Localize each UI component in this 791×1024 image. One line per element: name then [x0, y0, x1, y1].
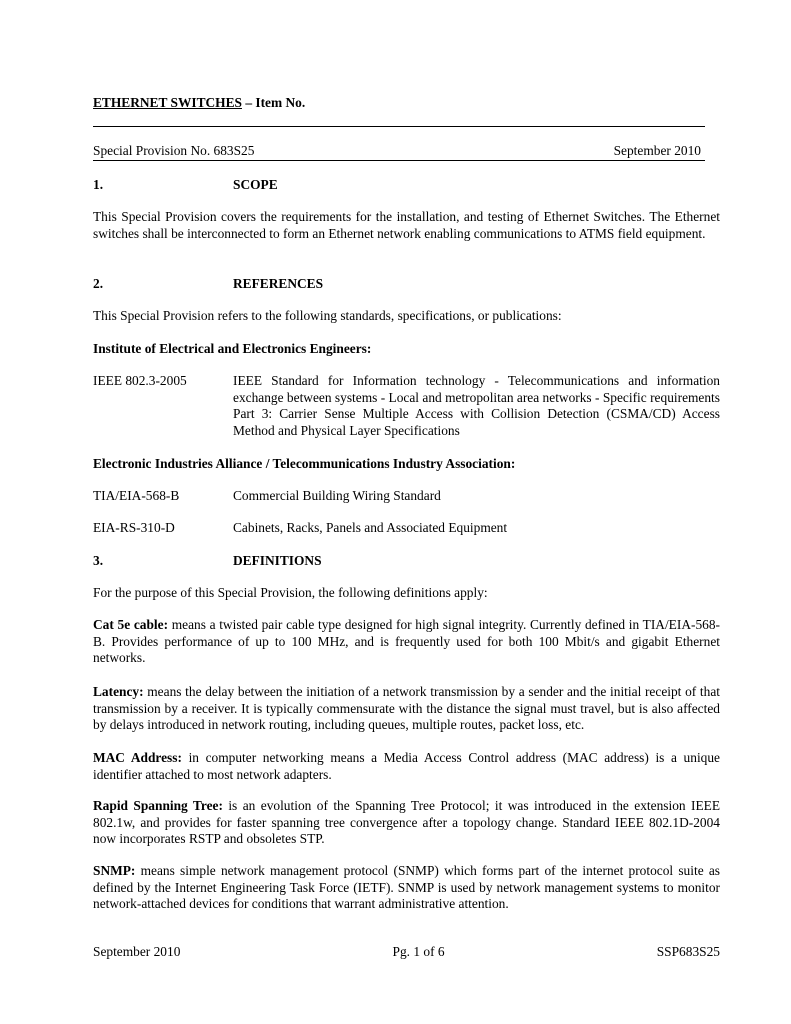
section-title: REFERENCES	[233, 276, 324, 291]
definition-term: Rapid Spanning Tree:	[93, 798, 223, 813]
reference-description: Cabinets, Racks, Panels and Associated Equipment	[233, 520, 508, 535]
footer-page-number: Pg. 1 of 6	[392, 944, 445, 959]
definition-paragraph	[93, 684, 720, 734]
title-underlined: ETHERNET SWITCHES	[93, 95, 242, 110]
section-number: 3.	[93, 553, 104, 568]
definition-paragraph	[93, 617, 720, 667]
eia-org-heading: Electronic Industries Alliance / Telecommunications Industry Association:	[93, 456, 516, 471]
section-number: 1.	[93, 177, 104, 192]
provision-line	[93, 143, 701, 160]
definition-term: Cat 5e cable:	[93, 617, 169, 632]
definitions-intro: For the purpose of this Special Provision, the following definitions apply:	[93, 585, 488, 600]
section-heading-scope	[93, 177, 278, 194]
reference-row	[93, 488, 720, 505]
definition-text: means the delay between the initiation of a network transmission by a sender and the initial receipt of that transmission by a receiver. It is typically commensurate with the distance the signal must travel, but is also affected by delays introduced in network routing, including queues, multiple routes, packet loss, etc.	[93, 684, 720, 732]
definition-paragraph	[93, 750, 720, 783]
definition-text: means a twisted pair cable type designed for high signal integrity. Currently defined in TIA/EIA-568-B. Provides performance of up to 100 MHz, and is frequently used for both 100 Mbit/s and gigabit Ethernet networks.	[93, 617, 720, 665]
reference-description: IEEE Standard for Information technology - Telecommunications and information exchange between systems - Local and metropolitan area networks - Specific requirements Part 3: Carrier Sense Multiple Access with Collision Detection (CSMA/CD) Access Method and Physical Layer Specifications	[233, 373, 720, 438]
reference-code: TIA/EIA-568-B	[93, 488, 180, 503]
section-heading-references	[93, 276, 323, 293]
scope-paragraph: This Special Provision covers the requirements for the installation, and testing of Ethernet Switches. The Ethernet switches shall be interconnected to form an Ethernet network enabling communications to ATMS field equipment.	[93, 209, 720, 241]
definition-text: means simple network management protocol (SNMP) which forms part of the internet protocol suite as defined by the Internet Engineering Task Force (IETF). SNMP is used by network management systems to monitor network-attached devices for conditions that warrant administrative attention.	[93, 863, 720, 911]
definition-paragraph	[93, 863, 720, 913]
reference-row	[93, 373, 720, 439]
definition-term: SNMP:	[93, 863, 136, 878]
definition-term: Latency:	[93, 684, 144, 699]
provision-date: September 2010	[613, 143, 701, 158]
ieee-org-heading: Institute of Electrical and Electronics Engineers:	[93, 341, 372, 356]
document-page	[93, 0, 720, 1024]
reference-row	[93, 520, 720, 537]
header-rule-bottom	[93, 160, 705, 161]
reference-description: Commercial Building Wiring Standard	[233, 488, 441, 503]
footer-date: September 2010	[93, 944, 181, 959]
document-title	[93, 95, 305, 112]
section-title: SCOPE	[233, 177, 278, 192]
section-title: DEFINITIONS	[233, 553, 322, 568]
footer-doc-code: SSP683S25	[656, 944, 720, 959]
reference-code: EIA-RS-310-D	[93, 520, 175, 535]
title-item-no: – Item No.	[241, 95, 306, 110]
definition-term: MAC Address:	[93, 750, 182, 765]
page-footer	[93, 944, 720, 961]
reference-code: IEEE 802.3-2005	[93, 373, 187, 388]
references-intro: This Special Provision refers to the following standards, specifications, or publications:	[93, 308, 562, 323]
provision-number: Special Provision No. 683S25	[93, 143, 255, 158]
section-heading-definitions	[93, 553, 322, 570]
definition-text: is an evolution of the Spanning Tree Protocol; it was introduced in the extension IEEE 802.1w, and provides for faster spanning tree convergence after a topology change. Standard IEEE 802.1D-2004 now incorporates RSTP and obsoletes STP.	[93, 798, 721, 846]
header-rule-top	[93, 126, 705, 127]
definition-paragraph	[93, 798, 720, 848]
definition-text: in computer networking means a Media Access Control address (MAC address) is a unique identifier attached to most network adapters.	[93, 750, 720, 782]
section-number: 2.	[93, 276, 104, 291]
